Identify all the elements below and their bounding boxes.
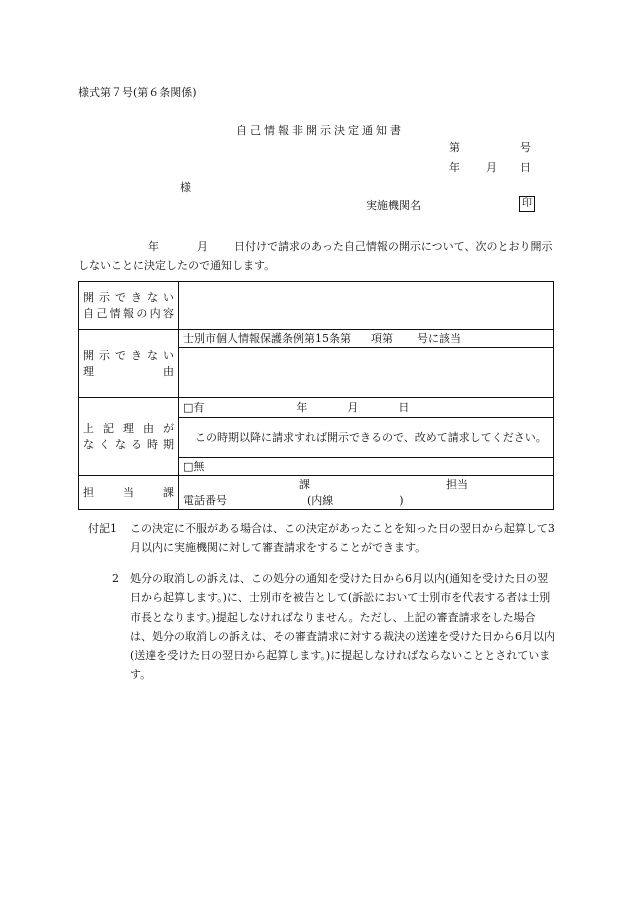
period-yes-row: □有 年 月 日	[179, 398, 554, 418]
note-2	[78, 569, 556, 685]
document-title: 自己情報非開示決定通知書	[236, 124, 404, 137]
notice-table	[78, 281, 554, 510]
body-month: 月	[197, 240, 208, 253]
body-text: 日付けで請求のあった自己情報の開示について、次のとおり開示しないことに決定したので通知します。	[78, 240, 553, 273]
period-label: 上記理由が なくなる時期	[79, 398, 179, 476]
note-2-head: 2	[112, 572, 119, 585]
agency-label: 実施機関名	[366, 199, 421, 212]
content-cell	[179, 282, 554, 330]
period-no-checkbox[interactable]: □無	[179, 458, 554, 476]
note-1	[78, 519, 556, 558]
body-paragraph	[78, 237, 554, 276]
date-month-label: 月	[486, 161, 497, 174]
content-label: 開示できない 自己情報の内容	[79, 282, 179, 330]
form-number: 様式第７号(第６条関係)	[78, 86, 197, 99]
body-year: 年	[148, 240, 159, 253]
number-suffix: 号	[520, 141, 531, 154]
note-2-text: 処分の取消しの訴えは、この処分の通知を受けた日から6月以内(通知を受けた日の翌日から起算します。)に、士別市を被告として(訴訟において士別市を代表する者は士別市長となります。)提起しなければなりません。ただし、上記の審査請求をした場合は、処分の取消しの訴えは、その審査請求に対する裁決の送達を受けた日から6月以内(送達を受けた日の翌日から起算します。)に提起しなければならないこととされています。	[130, 572, 555, 682]
staff-cell: 課 担当 電話番号 (内線 )	[179, 476, 554, 510]
date-day-label: 日	[520, 161, 531, 174]
seal-mark: 印	[519, 196, 535, 212]
period-note: この時期以降に請求すれば開示できるので、改めて請求してください。	[179, 418, 554, 458]
reason-clause: 士別市個人情報保護条例第15条第 項第 号に該当	[179, 330, 554, 348]
period-yes-checkbox[interactable]: □有	[183, 400, 205, 414]
staff-label: 担当課	[79, 476, 179, 510]
addressee-suffix: 様	[180, 181, 191, 194]
note-1-text: この決定に不服がある場合は、この決定があったことを知った日の翌日から起算して3月以内に実施機関に対して審査請求をすることができます。	[130, 522, 555, 555]
reason-label: 開示できない 理由	[79, 330, 179, 398]
reason-detail-cell	[179, 348, 554, 398]
note-1-head: 付記1	[88, 522, 117, 535]
number-prefix: 第	[449, 141, 460, 154]
date-year-label: 年	[449, 161, 460, 174]
